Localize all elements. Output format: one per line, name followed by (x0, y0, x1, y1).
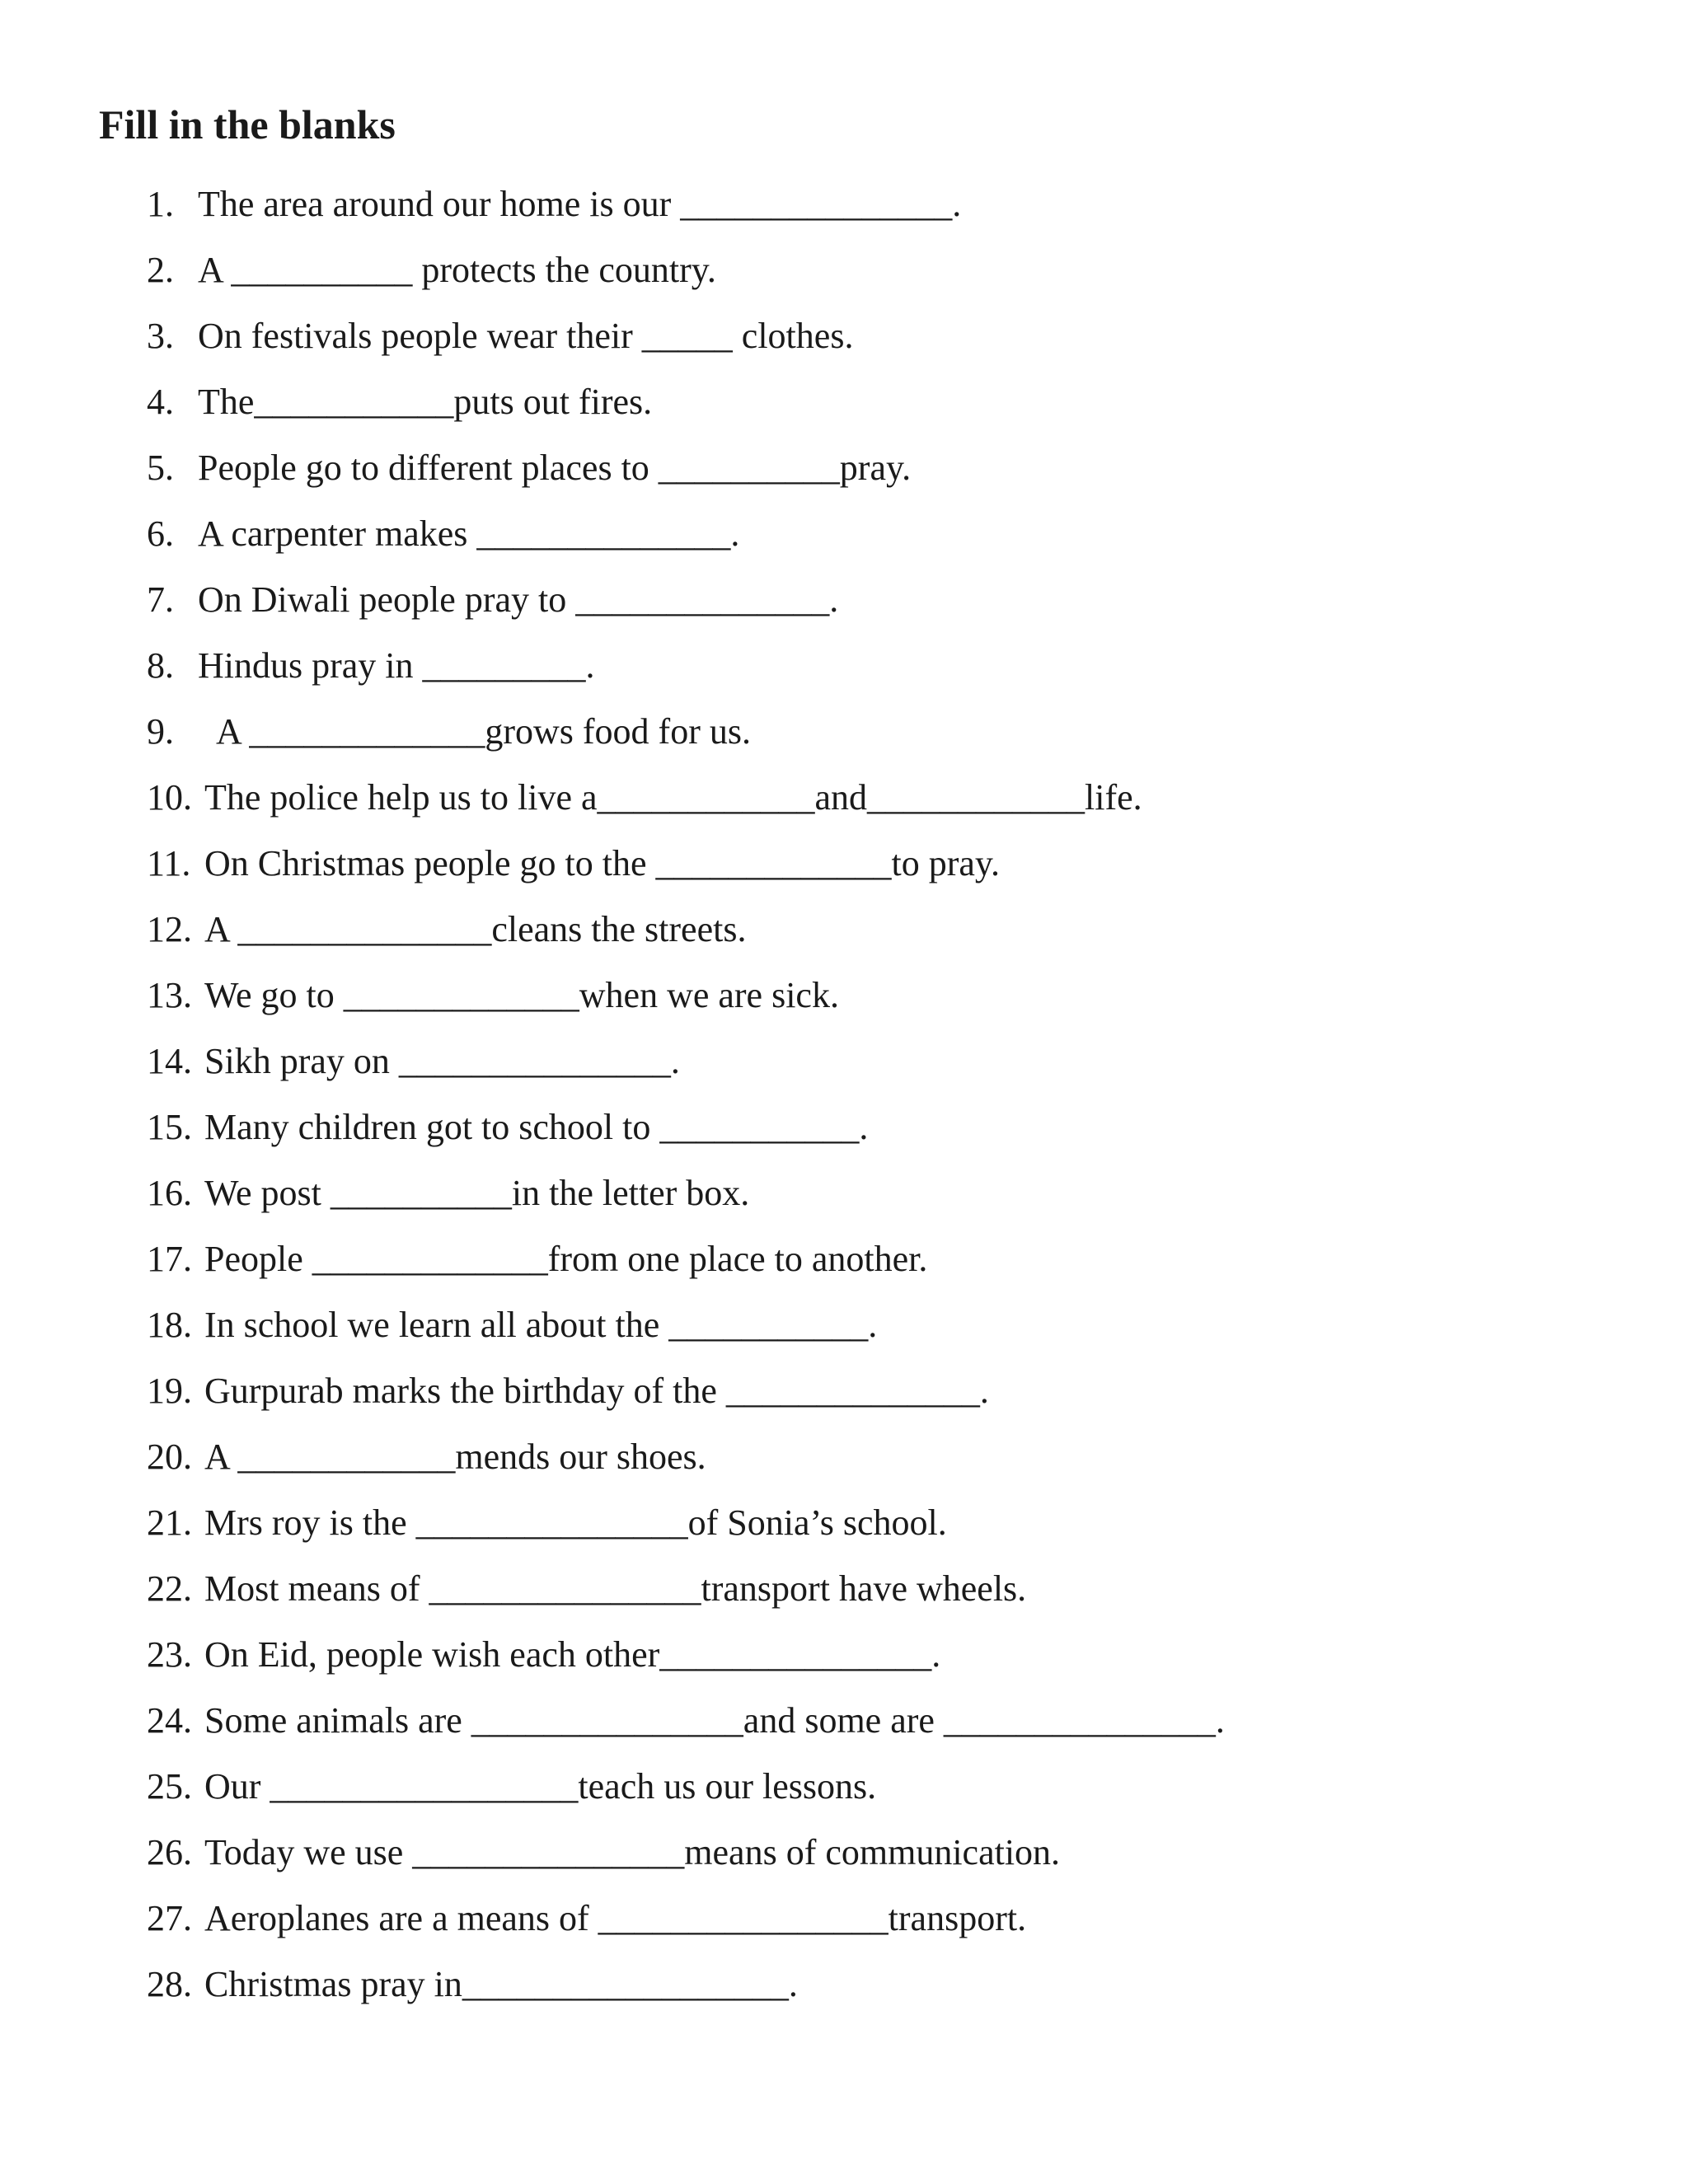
worksheet-title: Fill in the blanks (99, 101, 396, 148)
question-item (147, 1230, 1647, 1296)
question-text: We go to _____________when we are sick. (204, 975, 839, 1015)
question-item (147, 1824, 1647, 1890)
question-item (147, 307, 1647, 373)
question-item (147, 1956, 1647, 2022)
question-number: 6. (147, 513, 174, 554)
question-number: 15. (147, 1107, 192, 1147)
question-item (147, 901, 1647, 967)
question-item (147, 505, 1647, 571)
question-text: Many children got to school to ___________. (204, 1107, 869, 1147)
question-number: 12. (147, 909, 192, 949)
question-text: A ______________cleans the streets. (204, 909, 747, 949)
question-item (147, 373, 1647, 439)
question-number: 2. (147, 250, 174, 290)
question-item (147, 703, 1647, 769)
question-text: On festivals people wear their _____ clothes. (198, 316, 854, 356)
question-text: People _____________from one place to another. (204, 1239, 928, 1279)
question-item (147, 1428, 1647, 1494)
question-item (147, 1165, 1647, 1230)
question-number: 20. (147, 1436, 192, 1477)
question-item (147, 1758, 1647, 1824)
question-text: A _____________grows food for us. (216, 711, 751, 752)
question-item (147, 1099, 1647, 1165)
question-number: 27. (147, 1898, 192, 1938)
question-number: 14. (147, 1041, 192, 1081)
question-number: 21. (147, 1502, 192, 1543)
question-text: Our _________________teach us our lessons. (204, 1766, 877, 1807)
question-item (147, 637, 1647, 703)
question-item (147, 571, 1647, 637)
question-item (147, 1296, 1647, 1362)
question-text: Aeroplanes are a means of ________________transport. (204, 1898, 1027, 1938)
question-text: Most means of _______________transport have wheels. (204, 1568, 1027, 1609)
question-text: The police help us to live a____________and____________life. (204, 777, 1142, 818)
question-text: Christmas pray in__________________. (204, 1964, 798, 2004)
question-number: 10. (147, 777, 192, 818)
question-item (147, 1033, 1647, 1099)
question-text: We post __________in the letter box. (204, 1173, 750, 1213)
question-text: On Eid, people wish each other_______________. (204, 1634, 941, 1675)
question-number: 23. (147, 1634, 192, 1675)
question-text: The___________puts out fires. (198, 382, 653, 422)
question-number: 24. (147, 1700, 192, 1741)
question-text: Sikh pray on _______________. (204, 1041, 680, 1081)
question-number: 9. (147, 711, 174, 752)
question-item (147, 1362, 1647, 1428)
question-number: 25. (147, 1766, 192, 1807)
question-number: 3. (147, 316, 174, 356)
question-item (147, 1890, 1647, 1956)
question-item (147, 835, 1647, 901)
question-item (147, 1626, 1647, 1692)
question-text: Today we use _______________means of communication. (204, 1832, 1061, 1872)
question-item (147, 967, 1647, 1033)
question-text: A carpenter makes ______________. (198, 513, 740, 554)
question-text: The area around our home is our _______________. (198, 184, 962, 224)
question-item (147, 1692, 1647, 1758)
question-text: On Christmas people go to the _____________to pray. (204, 843, 1001, 883)
question-text: A __________ protects the country. (198, 250, 716, 290)
question-number: 11. (147, 843, 191, 883)
question-text: Some animals are _______________and some are _______________. (204, 1700, 1225, 1741)
question-number: 7. (147, 579, 174, 620)
question-text: A ____________mends our shoes. (204, 1436, 706, 1477)
question-item (147, 176, 1647, 241)
question-number: 18. (147, 1305, 192, 1345)
question-item (147, 1494, 1647, 1560)
question-number: 8. (147, 645, 174, 686)
question-number: 26. (147, 1832, 192, 1872)
question-number: 1. (147, 184, 174, 224)
question-list (147, 176, 1647, 2022)
question-number: 16. (147, 1173, 192, 1213)
question-number: 4. (147, 382, 174, 422)
question-number: 22. (147, 1568, 192, 1609)
question-item (147, 241, 1647, 307)
question-item (147, 1560, 1647, 1626)
question-text: In school we learn all about the ___________. (204, 1305, 878, 1345)
question-number: 5. (147, 448, 174, 488)
question-number: 13. (147, 975, 192, 1015)
question-number: 17. (147, 1239, 192, 1279)
question-text: On Diwali people pray to ______________. (198, 579, 839, 620)
question-number: 28. (147, 1964, 192, 2004)
question-text: Mrs roy is the _______________of Sonia’s school. (204, 1502, 947, 1543)
question-text: Hindus pray in _________. (198, 645, 595, 686)
question-text: Gurpurab marks the birthday of the ______________. (204, 1371, 989, 1411)
question-item (147, 769, 1647, 835)
question-text: People go to different places to __________pray. (198, 448, 912, 488)
question-number: 19. (147, 1371, 192, 1411)
question-item (147, 439, 1647, 505)
